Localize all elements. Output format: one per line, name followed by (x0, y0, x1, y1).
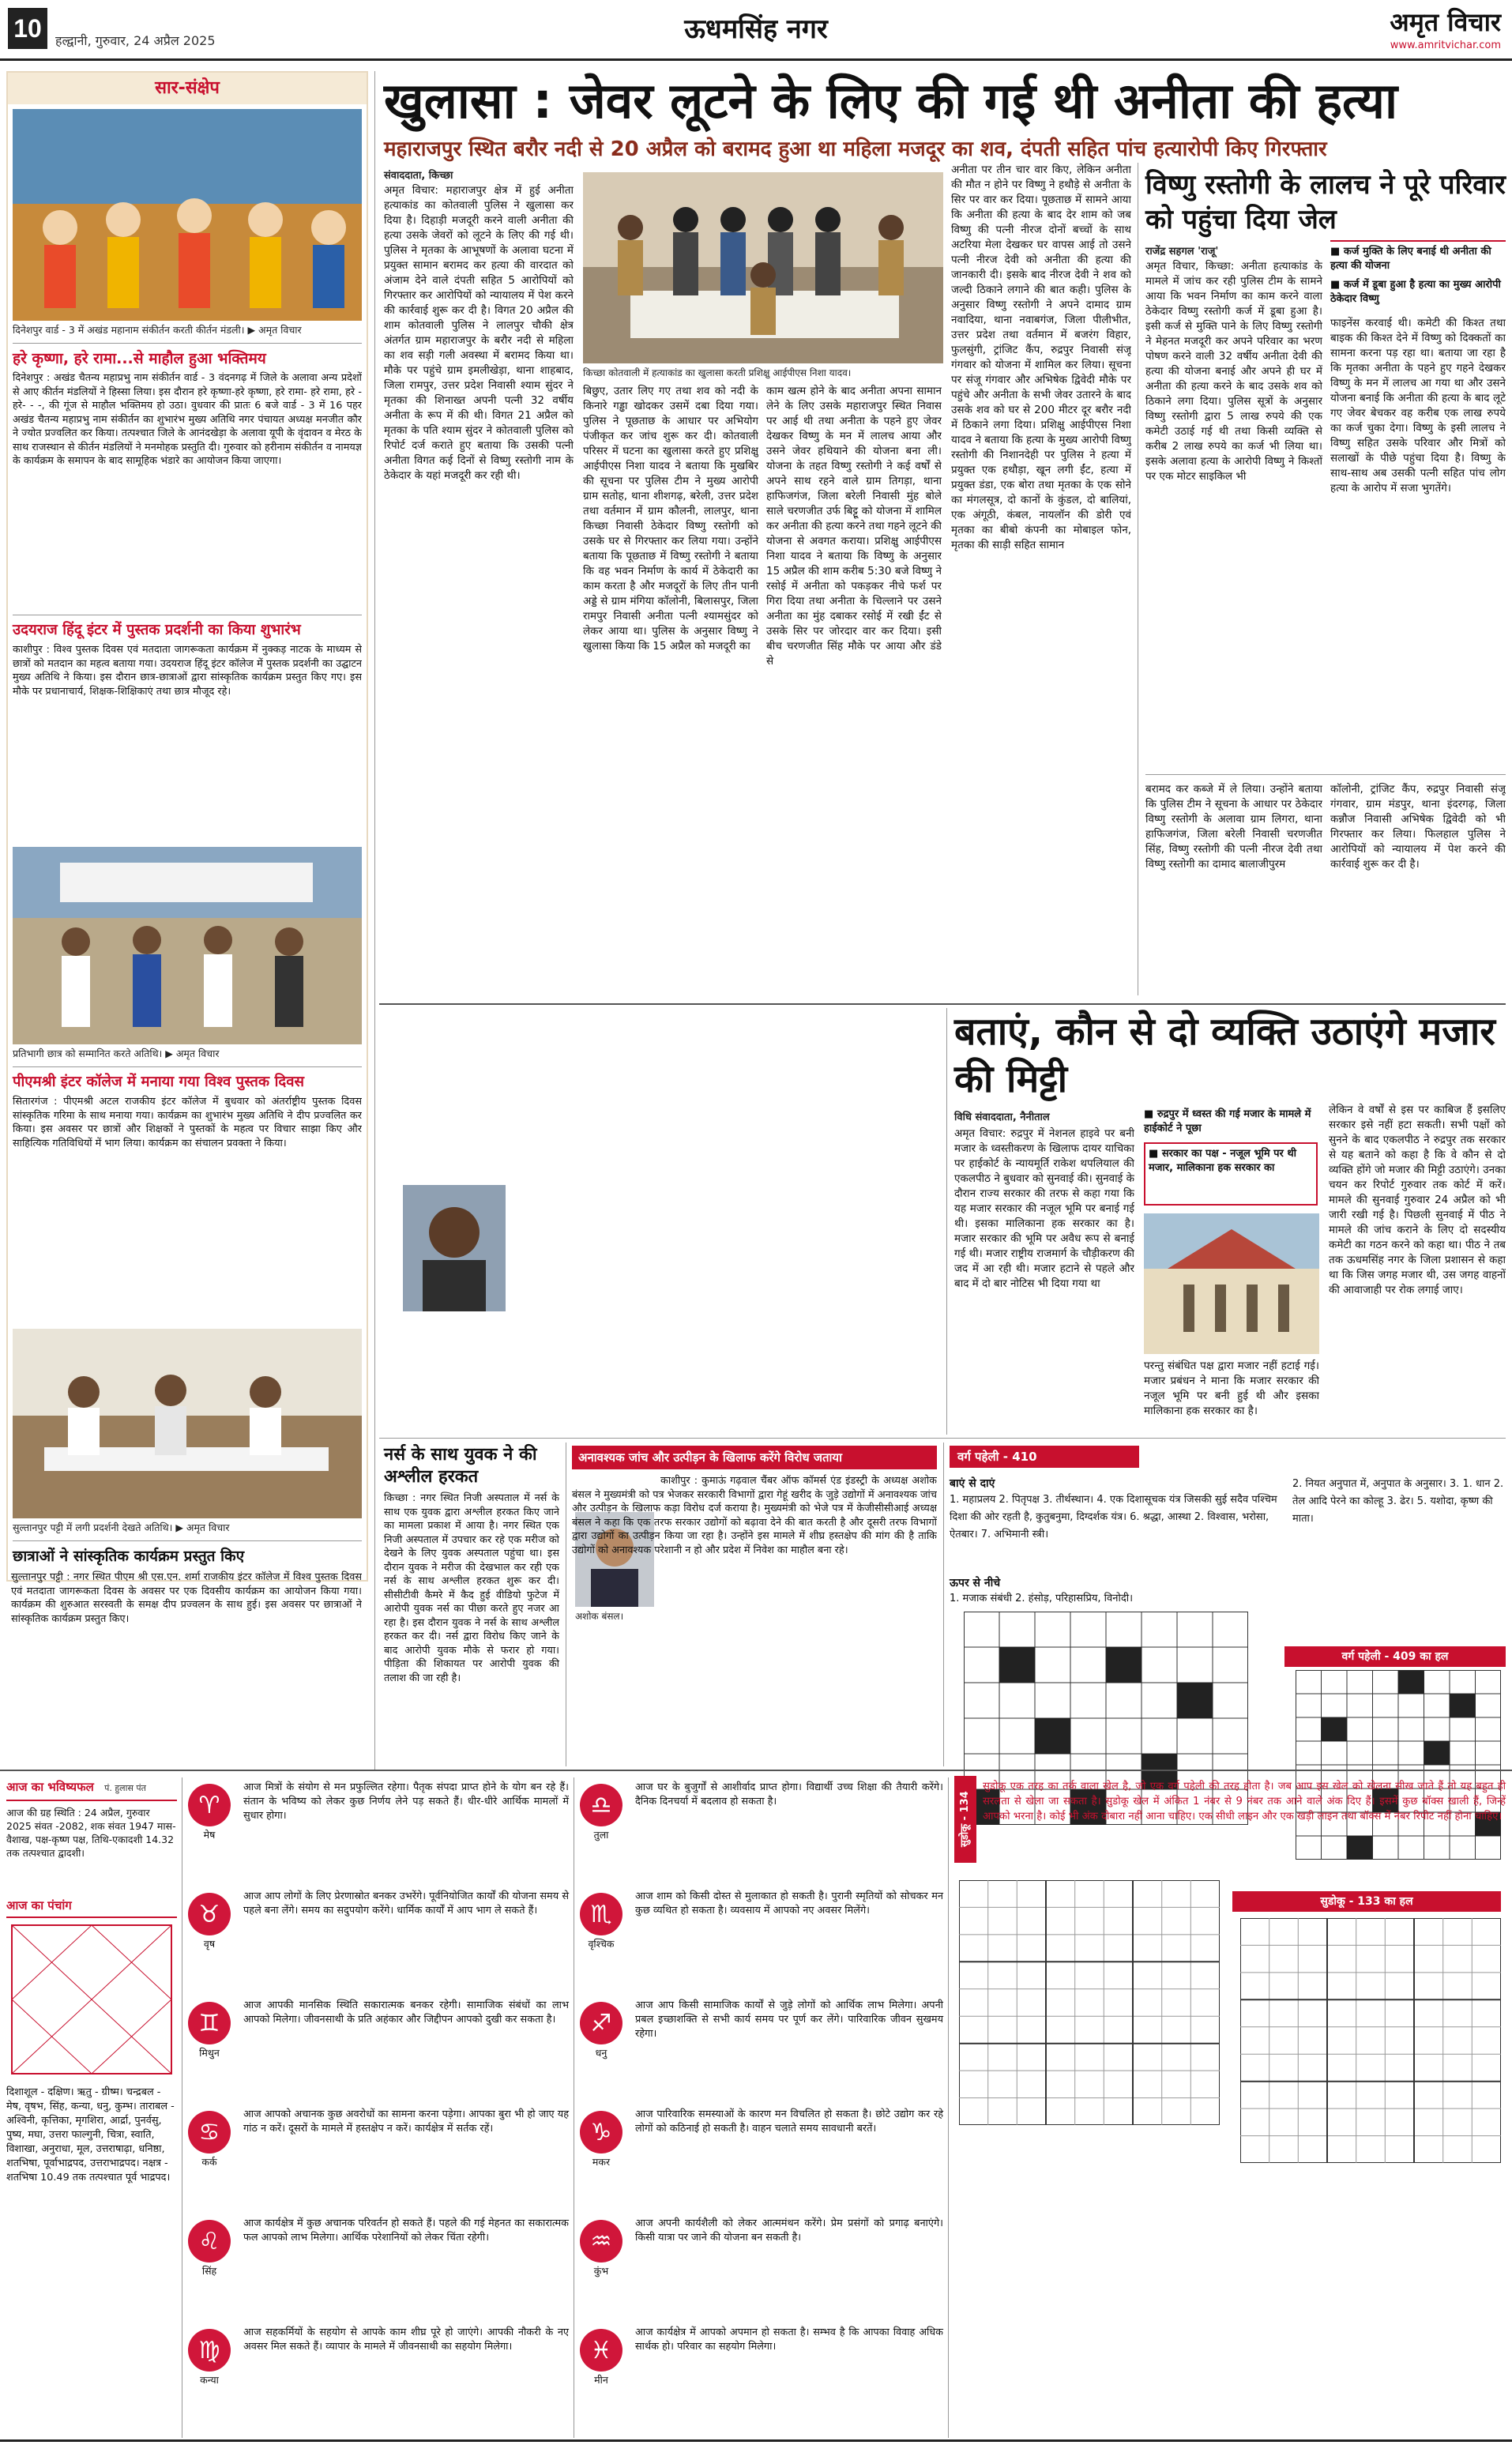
exhibition-illustration (13, 1329, 362, 1518)
students-photo (13, 847, 362, 1044)
horoscope-intro: आज की ग्रह स्थिति : 24 अप्रैल, गुरुवार 2025 संवत -2082, शक संवत 1947 मास- वैशाख, पक्ष-कृष्ण पक्ष, तिथि-एकादशी 14.32 तक तत्पश्चात द्वादशी। (6, 1807, 176, 1859)
sidebar (6, 71, 368, 1582)
kirtan-photo-caption: दिनेशपुर वार्ड - 3 में अखंड महानाम संकीर्तन करती कीर्तन मंडली। ▶ अमृत विचार (13, 324, 302, 336)
sudoku-grid-lines (959, 1880, 1220, 2125)
crossword-down-clues: 1. मजाक संबंधी 2. हंसोड़, परिहासप्रिय, विनोदी। (950, 1593, 1134, 1604)
rashi-row (188, 1890, 569, 1959)
lead-col1: अमृत विचार: महाराजपुर क्षेत्र में हुई अनीता हत्याकांड का कोतवाली पुलिस ने खुलासा कर दिया है। दिहाड़ी मजदूरी करने वाली अनीता की हत्या उसके जेवरों को लूटने के लिए की गई थी। पुलिस ने मृतका के आभूषणों के अलावा घटना में प्रयुक्त सामान बरामद कर हत्या की वारदात को अंजाम देने वाले दंपती सहित 5 आरोपियों को गिरफ्तार कर आरोपियों को न्यायालय में पेश करने की कार्रवाई शुरू कर दी है। विगत 20 अप्रैल की शाम कोतवाली पुलिस ने लालपुर चौकी क्षेत्र अंतर्गत ग्राम महाराजपुर के बरौर नदी से महिला का शव सड़ी गली अवस्था में बरामद किया था। मौके पर पहुंचे ग्राम इमलीखेड़ा, थाना शाहबाद, जिला रामपुर, उत्तर प्रदेश निवासी श्याम सुंदर ने मृतका की शिनाख्त अपनी पत्नी 32 वर्षीय अनीता के रूप में की थी। विगत 21 अप्रैल को मृतका के पति श्याम सुंदर ने कोतवाली पुलिस को रिपोर्ट दर्ज कराते हुए बताया कि उसकी पत्नी अनीता विगत कई दिनों से विष्णु रस्तोगी नाम के ठेकेदार के यहां मजदूरी कर रही थी। (384, 184, 574, 482)
baburam-col1 (384, 1127, 570, 1430)
crossword-left-head: बाएं से दाएं (950, 1477, 995, 1490)
section-title: ऊधमसिंह नगर (684, 13, 828, 45)
story1-headline: हरे कृष्णा, हरे रामा...से माहौल हुआ भक्तिमय (13, 350, 266, 367)
rashi-name: धनु (595, 2047, 607, 2059)
crossword-answer-lines (1296, 1670, 1501, 1860)
crossword-right-clues: 2. नियत अनुपात में, अनुपात के अनुसार। 3. 1. धान 2. तेल आदि पेरने का कोल्हू 3. ढेर। 5. यशोदा, कृष्ण की माता। (1292, 1478, 1504, 1525)
rashi-name: कुंभ (593, 2265, 609, 2277)
rashi-row (188, 1781, 569, 1850)
rashi-row (188, 1999, 569, 2068)
rashi-row (188, 2217, 569, 2286)
nurse-body: किच्छा : नगर स्थित निजी अस्पताल में नर्स के साथ एक युवक द्वारा अश्लील हरकत किए जाने का मामला प्रकाश में आया है। नगर स्थित एक निजी अस्पताल में उपचार कर रहे एक मरीज को देखने के लिए युवक अस्पताल पहुंचा था। इस दौरान युवक ने मरीज की देखभाल कर रही एक नर्स के साथ अश्लील हरकत शुरू कर दी। सीसीटीवी कैमरे में कैद हुई वीडियो फुटेज में आरोपी युवक नर्स का पीछा करते हुए नजर आ रहा है। इस दौरान युवक ने नर्स के साथ अश्लील हरकत कर दी। नर्स द्वारा विरोध किए जाने के बाद आरोपी युवक मौके से फरार हो गया। पीड़िता की शिकायत पर आरोपी युवक की तलाश की जा रही है। (384, 1492, 559, 1684)
sudoku-grid (959, 1880, 1220, 2125)
sidebar-heading: सार-संक्षेप (8, 73, 367, 104)
sudoku-label: सुडोकू - 134 (954, 1776, 976, 1863)
crossword-down-head: ऊपर से नीचे (950, 1577, 1001, 1589)
brand-logo: अमृत विचार (1390, 7, 1501, 37)
vishnu-bullets (1330, 240, 1506, 307)
nurse-headline: नर्स के साथ युवक ने की अश्लील हरकत (384, 1445, 537, 1487)
students-photo-caption: प्रतिभागी छात्र को सम्मानित करते अतिथि। ▶ अमृत विचार (13, 1048, 220, 1059)
students-illustration (13, 847, 362, 1044)
rashi-name: मकर (592, 2156, 611, 2168)
rashi-text: आज आपकी मानसिक स्थिति सकारात्मक बनकर रहेगी। सामाजिक संबंधों का लाभ आपको मिलेगा। जीवनसाथी के प्रति अहंकार और जिद्दीपन आपको दुखी कर सकता है। (243, 1999, 569, 2026)
rashi-name: मेष (203, 1829, 216, 1841)
story2-body: काशीपुर : विश्व पुस्तक दिवस एवं मतदाता जागरूकता कार्यक्रम में नुक्कड़ नाटक के माध्यम से छात्रों को मतदान का महत्व बताया गया। उदयराज हिंदू इंटर कॉलेज में पुस्तक प्रदर्शनी का उद्घाटन मुख्य अतिथि ने किया। इस दौरान छात्र-छात्राओं द्वारा सांस्कृतिक कार्यक्रम प्रस्तुत किए गए। इस मौके पर प्रधानाचार्य, शिक्षक-शिक्षिकाएं तथा छात्र मौजूद रहे। (13, 644, 362, 698)
kundali-diagram (11, 1924, 172, 2074)
story4-headline: छात्राओं ने सांस्कृतिक कार्यक्रम प्रस्तुत किए (13, 1548, 245, 1565)
lead-photo (583, 172, 943, 363)
rashi-row (188, 2108, 569, 2177)
vishnu-byline: राजेंद्र सहगल 'राजू' (1145, 246, 1219, 258)
zodiac-icon: ♋ (188, 2111, 231, 2153)
zodiac-icon: ♏ (580, 1893, 622, 1935)
vishnu-col3: बरामद कर कब्जे में ले लिया। उन्होंने बताया कि पुलिस टीम ने सूचना के आधार पर ठेकेदार विष्णु रस्तोगी के अलावा ग्राम लिगरा, थाना हाफिजगंज, जिला बरेली निवासी चरणजीत सिंह, विष्णु रस्तोगी की पत्नी नीरज देवी तथा विष्णु रस्तोगी का दामाद बालाजीपुरम (1145, 783, 1322, 871)
rashi-text: आज घर के बुजुर्गों से आशीर्वाद प्राप्त होगा। विद्यार्थी उच्च शिक्षा की तैयारी करेंगे। दैनिक दिनचर्या में बदलाव हो सकता है। (635, 1781, 943, 1807)
lead-byline: संवाददाता, किच्छा (384, 170, 453, 182)
story1-body: दिनेशपुर : अखंड चैतन्य महाप्रभु नाम संकीर्तन वार्ड - 3 वंदनगढ़ में जिले के अलावा अन्य प्रदेशों से आए कीर्तन मंडलियों ने हिस्सा लिया। इस दौरान हरे कृष्णा-हरे कृष्णा, हरे रामा- हरे रामा, हरे - हरे- - -, की गूंज से माहौल भक्तिमय हो उठा। वुधवार की प्रातः 6 बजे वार्ड - 3 में 16 पहर अखंड चैतन्य महाप्रभु नाम संकीर्तन का शुभारंभ मुख्य अतिथि नगर पंचायत अध्यक्ष मनजीत कौर ने ज्योत प्रज्वलित कर किया। तत्पश्चात जिले के आनंदखेड़ा के अलावा यूपी के वृंदावन व मेरठ के साथ राजस्थान से कीर्तन मंडलियों ने मनमोहक प्रस्तुति दी। गुरुवार को हरीनाम संकीर्तन व नामयज्ञ के कार्यक्रम के समापन के बाद सामूहिक भंडारे का आयोजन किया जाएगा। (13, 372, 362, 467)
vishnu-col4: कॉलोनी, ट्रांजिट कैंप, रुद्रपुर निवासी संजू गंगवार, ग्राम मंडपुर, थाना इंदरगढ़, जिला कन्नौज निवासी अभिषेक द्विवेदी को भी गिरफ्तार कर लिया। फिलहाल पुलिस ने आरोपियों को न्यायालय में पेश करने की कार्रवाई शुरू कर दी है। (1330, 783, 1506, 871)
rashi-text: आज शाम को किसी दोस्त से मुलाकात हो सकती है। पुरानी स्मृतियों को सोचकर मन कुछ व्यथित हो सकता है। व्यवसाय में आपको नए अवसर मिलेंगे। (635, 1890, 943, 1917)
rashi-text: आज सहकर्मियों के सहयोग से आपके काम शीघ्र पूरे हो जाएंगे। आपकी नौकरी के नए अवसर मिल सकते हैं। व्यापार के मामले में जीवनसाथी का सहयोग मिलेगा। (243, 2327, 569, 2353)
dateline: हल्द्वानी, गुरुवार, 24 अप्रैल 2025 (55, 33, 216, 48)
zodiac-icon: ♊ (188, 2002, 231, 2044)
rashi-name: मीन (594, 2374, 608, 2386)
kirtan-illustration (13, 109, 362, 321)
exhibition-photo (13, 1329, 362, 1518)
mazar-bullet: ■ रुद्रपुर में ध्वस्त की गई मजार के मामले में हाईकोर्ट ने पूछा (1144, 1108, 1311, 1134)
kundali-chart (11, 1924, 172, 2074)
vishnu-headline: विष्णु रस्तोगी के लालच ने पूरे परिवार को पहुंचा दिया जेल (1145, 169, 1506, 235)
rashi-text: आज पारिवारिक समस्याओं के कारण मन विचलित हो सकता है। छोटे उद्योग कर रहे लोगों को कठिनाई हो सकती है। वाहन चलाते समय सावधानी बरतें। (635, 2108, 943, 2135)
kirtan-photo (13, 109, 362, 321)
vishnu-col1: अमृत विचार, किच्छा: अनीता हत्याकांड के मामले में जांच कर रही पुलिस टीम के सामने आया कि भवन निर्माण का काम करने वाला ठेकेदार विष्णु रस्तोगी कर्ज में डूबा हुआ है। इसी कर्ज से मुक्ति पाने के लिए विष्णु रस्तोगी ने मेहनत मजदूरी कर अपने परिवार का भरण पोषण करने वाली 32 वर्षीय अनीता देवी की हत्या की योजना बनाई और अपने ही घर में अनीता की हत्या करने के बाद उसके शव को ठिकाने लगा दिया। पुलिस सूत्रों के अनुसार विष्णु रस्तोगी द्वारा 5 लाख रुपये की एक कमेटी उठाई गई थी तथा किसी व्यक्ति से करीब 2 लाख रुपये का कर्ज भी लिया था। इसके अलावा हत्या के आरोपी विष्णु ने किश्तों पर एक मोटर साइकिल भी (1145, 260, 1322, 483)
rashi-name: मिथुन (199, 2047, 220, 2059)
crossword-left-clues: 1. महाप्रलय 2. पितृपक्ष 3. तीर्थस्थान। 4. एक दिशासूचक यंत्र जिसकी सुई सदैव पश्चिम दिशा की ओर रहती है, कुतुबनुमा, दिग्दर्शक यंत्र। 6. श्रद्धा, आस्था 2. विश्वास, भरोसा, ऐतबार। 7. अभिमानी स्त्री। (950, 1494, 1277, 1540)
zodiac-icon: ♒ (580, 2220, 622, 2263)
mazar-byline: विधि संवाददाता, नैनीताल (954, 1112, 1050, 1123)
court-photo (1144, 1213, 1319, 1354)
rashi-text: आज आपको अचानक कुछ अवरोधों का सामना करना पड़ेगा। आपका बुरा भी हो जाए यह गांठ न करें। दूसरों के मामले में हस्तक्षेप न करें। कार्यक्षेत्र में सर्तक रहें। (243, 2108, 569, 2135)
sudoku-answer-lines (1240, 1918, 1501, 2163)
crossword-title: वर्ग पहेली - 410 (950, 1446, 1139, 1468)
exhibition-photo-caption: सुल्तानपुर पट्टी में लगी प्रदर्शनी देखते अतिथि। ▶ अमृत विचार (13, 1522, 230, 1533)
rashi-row (580, 2217, 943, 2286)
rashi-row (580, 1781, 943, 1850)
rashi-text: आज आप लोगों के लिए प्रेरणास्रोत बनकर उभरेंगे। पूर्वनियोजित कार्यों की योजना समय से पहले बना लेंगे। समय का सदुपयोग करेंगे। धार्मिक कार्यों में आप भाग ले सकते हैं। (243, 1890, 569, 1917)
page-number: 10 (8, 8, 47, 49)
karobar-body: काशीपुर : कुमाऊं गढ़वाल चैंबर ऑफ कॉमर्स एंड इंडस्ट्री के अध्यक्ष अशोक बंसल ने मुख्यमंत्री को पत्र भेजकर सरकारी विभागों द्वारा गेहूं खरीद के जुड़े उद्योगों में अनावश्यक जांच और उत्पीड़न के खिलाफ कड़ा विरोध दर्ज कराया है। मुख्यमंत्री को भेजे पत्र में केजीसीसीआई अध्यक्ष बंसल ने कहा कि एक तरफ सरकार उद्योगों को बढ़ावा देने की बात करती है और दूसरी तरफ विभागों द्वारा उद्योगों का उत्पीड़न किया जा रहा है। उन्होंने इस मामले में शीघ्र हस्तक्षेप की मांग की है ताकि उद्योगों को अनावश्यक परेशानी न हो और प्रदेश में निवेश का माहौल बना रहे। (572, 1475, 937, 1556)
zodiac-icon: ♎ (580, 1784, 622, 1826)
lead-col3: काम खत्म होने के बाद अनीता अपना सामान लेने के लिए उसके महाराजपुर स्थित निवास पर आई थी तथा अनीता के पहने हुए जेवर देखकर विष्णु के मन में लालच आया और उसने जेवर हथियाने की योजना बना ली। योजना के तहत विष्णु रस्तोगी ने कई वर्षों से अपने साथ रहने वाले ग्राम तिगड़ा, थाना हाफिजगंज, जिला बरेली निवासी मुंह बोले साले चरणजीत उर्फ बिट्टू को योजना में शामिल कर अनीता की हत्या करने तथा गहने लूटने की योजना से अवगत कराया। प्रशिक्षु आईपीएस निशा यादव ने बताया कि विष्णु के अनुसार 15 अप्रैल की शाम करीब 5:30 बजे विष्णु ने रसोई में अनीता को पकड़कर नीचे फर्श पर गिरा दिया तथा अनीता के चिल्लाने पर उसने अनीता का मुंह दबाकर रसोई में रखी ईंट से उसके सिर पर जोरदार वार कर दिया। इसी बीच चरणजीत सिंह मौके पर आया और डंडे से (766, 385, 942, 668)
rashi-text: आज मित्रों के संयोग से मन प्रफुल्लित रहेगा। पैतृक संपदा प्राप्त होने के योग बन रहे हैं। संतान के भविष्य को लेकर कुछ निर्णय लेने पड़ सकते हैं। धीर-धीरे आर्थिक मामलों में सुधार होगा। (243, 1781, 569, 1822)
story3-body: सितारगंज : पीएमश्री अटल राजकीय इंटर कॉलेज में बुधवार को अंतर्राष्ट्रीय पुस्तक दिवस सांस्कृतिक गरिमा के साथ मनाया गया। कार्यक्रम का शुभारंभ मुख्य अतिथि ने दीप प्रज्वलित कर किया। इस अवसर पर छात्रों और शिक्षकों ने पुस्तकों के महत्व पर विचार साझा किए और साहित्यिक गतिविधियों में भाग लिया। कार्यक्रम का संचालन प्रवक्ता ने किया। (13, 1096, 362, 1149)
police-press-illustration (583, 172, 943, 363)
rashi-text: आज अपनी कार्यशैली को लेकर आत्ममंथन करेंगे। प्रेम प्रसंगों को प्रगाढ़ बनाएंगे। किसी यात्रा पर जाने की योजना बन सकती है। (635, 2217, 943, 2244)
rashi-name: तुला (593, 1829, 609, 1841)
karobar-headline: अनावश्यक जांच और उत्पीड़न के खिलाफ करेंगे विरोध जताया (572, 1446, 937, 1469)
crossword-answer-grid (1296, 1670, 1501, 1860)
mazar-col3: लेकिन वे वर्षों से इस पर काबिज हैं इसलिए सरकार इसे नहीं हटा सकती। सभी पक्षों को सुनने के बाद एकलपीठ ने रुद्रपुर तक सरकार से यह बताने को कहा है कि वे कौन से दो व्यक्ति होंगे जो मजार की मिट्टी उठाएंगे। उनका चयन कर रिपोर्ट गुरुवार तक कोर्ट में करें। मामले की सुनवाई गुरुवार 24 अप्रैल को भी जारी रखी गई है। पिछली सुनवाई में पीठ ने मामले की जांच कराने के लिए दो सदस्यीय कमेटी का गठन करने को कहा था। पीठ ने तब तक ऊधमसिंह नगर के जिला प्रशासन से कहा था कि जिस जगह मजार थी, उस जगह वाहनों की आवाजाही पर रोक लगाई जाए। (1329, 1104, 1506, 1296)
vishnu-bullet2: ■ कर्ज में डूबा हुआ है हत्या का मुख्य आरोपी ठेकेदार विष्णु (1330, 279, 1501, 305)
vishnu-col2: फाइनेंस करवाई थी। कमेटी की किश्त तथा बाइक की किश्त देने में विष्णु को दिक्कतों का सामना करना पड़ रहा था। बताया जा रहा है कि मृतका अनीता के पहने हुए गहने देखकर विष्णु के मन में लालच आ गया था और उसने योजना बनाई कि अनीता की हत्या के बाद लूटे गए जेवर बेचकर वह करीब एक लाख रुपये का कर्ज चुका देगा। विष्णु के इसी लालच ने विष्णु सहित उसके परिवार और मित्रों को सलाखों के पीछे पहुंचा दिया है। विष्णु के साथ-साथ अब उसकी पत्नी सहित पांच लोग हत्या के आरोप में सजा भुगतेंगे। (1330, 317, 1506, 495)
rashi-text: आज कार्यक्षेत्र में आपको अपमान हो सकता है। सम्भव है कि आपका विवाह अधिक सार्थक हो। परिवार का सहयोग मिलेगा। (635, 2327, 943, 2353)
vishnu-bullet1: ■ कर्ज मुक्ति के लिए बनाई थी अनीता की हत्या की योजना (1330, 246, 1491, 272)
lead-col4: अनीता पर तीन चार वार किए, लेकिन अनीता की मौत न होने पर विष्णु ने हथौड़े से अनीता के सिर पर वार कर दिया। पूछताछ में सामने आया कि अनीता की हत्या के बाद देर शाम को जब विष्णु की पत्नी नीरज दोनों बच्चों के साथ अटरिया मेला देखकर घर वापस आई तो उसने पत्नी नीरज देवी को अनीता की हत्या की जानकारी दी। इसके बाद नीरज देवी ने शव को जल्दी ठिकाने लगाने की बात कही। पुलिस के अनुसार विष्णु रस्तोगी ने अपने दामाद ग्राम नवादिया, थाना नवाबगंज, जिला पीलीभीत, उत्तर प्रदेश तथा वर्तमान में बजरंग विहार, फुलसुंगी, ट्रांजिट कैंप, रुद्रपुर निवासी संजू गंगवार को योजना में शामिल कर लिया। सूचना पर संजू गंगवार और अभिषेक द्विवेदी मौके पर पहुंचे और अनीता के सभी जेवर उतारने के बाद उसके शव को घर से 200 मीटर दूर बरौर नदी में ठिकाने लगा दिया। प्रशिक्षु आईपीएस निशा यादव ने बताया कि हत्या के मुख्य आरोपी विष्णु रस्तोगी की निशानदेही पर पुलिस ने हत्या में प्रयुक्त एक हथौड़ा, खून लगी ईंट, हत्या में प्रयुक्त डंडा, एक बोरा तथा मृतका के एक सोने का मंगलसूत्र, दो कानों के कुंडल, दो बालियां, एक अंगूठी, कंबल, नायलॉन की डोरी एवं मृतका का बीबो कंपनी का मोबाइल फोन, मृतका की साड़ी सहित सामान (951, 164, 1131, 551)
rashi-name: सिंह (201, 2265, 217, 2277)
mazar-govt-box: ■ सरकार का पक्ष - नजूल भूमि पर थी मजार, मालिकाना हक सरकार का (1144, 1142, 1318, 1206)
rashi-row (580, 1999, 943, 2068)
lead-photo-caption: किच्छा कोतवाली में हत्याकांड का खुलासा करती प्रशिक्षु आईपीएस निशा यादव। (583, 367, 852, 378)
rashi-name: कन्या (200, 2374, 219, 2386)
horoscope-title: आज का भविष्यफल पं. हुलास पंत (6, 1779, 177, 1801)
website: www.amritvichar.com (1390, 39, 1501, 51)
panchang-text: दिशाशूल - दक्षिण। ऋतु - ग्रीष्म। चन्द्रबल - मेष, वृषभ, सिंह, कन्या, धनु, कुम्भ। ताराबल - अश्विनी, कृत्तिका, मृगशिरा, आर्द्रा, पुनर्वसु, पुष्य, मघा, उत्तरा फाल्गुनी, चित्रा, स्वाति, विशाखा, अनुराधा, मूल, उत्तराषाढ़ा, धनिष्ठा, शतभिषा, पूर्वाभाद्रपद, उत्तराभाद्रपद। नक्षत्र - शतभिषा 10.49 तक तत्पश्चात पूर्व भाद्रपद। (6, 2086, 175, 2184)
baburam-col2 (580, 1103, 755, 1430)
zodiac-icon: ♍ (188, 2329, 231, 2372)
story4-body: सुल्तानपुर पट्टी : नगर स्थित पीएम श्री एस.एन. शर्मा राजकीय इंटर कॉलेज में विश्व पुस्तक दिवस एवं मतदाता जागरूकता दिवस के अवसर पर एक दिवसीय कार्यक्रम का आयोजन किया गया। कार्यक्रम की शुरुआत सरस्वती के समक्ष दीप प्रज्वलन के साथ हुई। इस अवसर पर छात्राओं ने सांस्कृतिक कार्यक्रम प्रस्तुत किए। (11, 1571, 362, 1625)
rashi-row (580, 2326, 943, 2395)
rashi-name: वृष (203, 1938, 216, 1950)
sudoku-answer-grid (1240, 1918, 1501, 2163)
lead-col2: बिछुए, उतार लिए गए तथा शव को नदी के किनारे गड्ढा खोदकर उसमें दबा दिया गया। पुलिस ने पूछताछ के आधार पर अभियोग पंजीकृत कर जांच शुरू कर दी। कोतवाली परिसर में घटना का खुलासा करते हुए प्रशिक्षु आईपीएस निशा यादव ने बताया कि मुखबिर की सूचना पर पुलिस टीम ने मुख्य आरोपी ग्राम सतोह, थाना शीशगढ़, बरेली, उत्तर प्रदेश तथा वर्तमान में ग्राम कौलनी, लालपुर, थाना किच्छा निवासी ठेकेदार विष्णु रस्तोगी को उसके घर से गिरफ्तार कर लिया गया। उन्होंने बताया कि पूछताछ में विष्णु रस्तोगी ने बताया कि वह भवन निर्माण के कार्य में ठेकेदारी का काम करता है और मजदूरों के लिए तीन पानी अड्डे से ग्राम मंगिया कॉलोनी, बिलासपुर, जिला रामपुर निवासी अनीता पत्नी श्यामसुंदर को लेकर आया था। पुलिस के अनुसार विष्णु ने खुलासा किया कि 15 अप्रैल को मजदूरी का (583, 385, 758, 653)
court-building-illustration (1144, 1213, 1319, 1354)
panchang-title: आज का पंचांग (6, 1898, 177, 1918)
zodiac-icon: ♌ (188, 2220, 231, 2263)
rashi-text: आज कार्यक्षेत्र में कुछ अचानक परिवर्तन हो सकते हैं। पहले की गई मेहनत का सकारात्मक फल आपको लाभ मिलेगा। आर्थिक परेशानियों को लेकर चिंता रहेगी। (243, 2217, 569, 2244)
zodiac-icon: ♈ (188, 1784, 231, 1826)
rashi-text: आज आप किसी सामाजिक कार्यों से जुड़े लोगों को आर्थिक लाभ मिलेगा। अपनी प्रबल इच्छाशक्ति से सभी कार्य समय पर पूर्ण कर लेंगे। पारिवारिक जीवन सुखमय रहेगा। (635, 1999, 943, 2040)
crossword-answer-title: वर्ग पहेली - 409 का हल (1284, 1646, 1506, 1667)
ashok-bansal-caption: अशोक बंसल। (575, 1611, 624, 1622)
zodiac-icon: ♓ (580, 2329, 622, 2372)
rashi-name: कर्क (201, 2156, 217, 2168)
mazar-headline: बताएं, कौन से दो व्यक्ति उठाएंगे मजार की मिट्टी (954, 1010, 1495, 1101)
sudoku-instructions: सुडोकू एक तरह का तर्क वाला खेल है, जो एक वर्ग पहेली की तरह होता है। जब आप इस खेल को खेलना सीख जाते हैं तो यह बहुत ही सरलता से खेला जा सकता है। सुडोकू खेल में अंकित 1 नंबर से 9 नंबर तक आने वाले अंक दिए हैं। इसमें कुछ बॉक्स खाली हैं, जिन्हें आपको भरना है। कोई भी अंक दोबारा नहीं आना चाहिए। एक सीधी लाइन और एक खड़ी लाइन तथा बॉक्स में नंबर रिपीट नहीं होना चाहिए। (983, 1781, 1506, 1822)
baburam-col3 (765, 1103, 940, 1430)
rashi-row (580, 2108, 943, 2177)
zodiac-icon: ♑ (580, 2111, 622, 2153)
zodiac-icon: ♐ (580, 2002, 622, 2044)
mazar-col2: परन्तु संबंधित पक्ष द्वारा मजार नहीं हटाई गई। मजार प्रबंधन ने माना कि मजार सरकार की नजूल भूमि पर बनी हुई थी और इसका मालिकाना हक सरकार का है। (1144, 1360, 1319, 1417)
story2-headline: उदयराज हिंदू इंटर में पुस्तक प्रदर्शनी का किया शुभारंभ (13, 622, 301, 638)
rashi-name: वृश्चिक (588, 1938, 615, 1950)
rashi-row (188, 2326, 569, 2395)
masthead (0, 0, 1512, 58)
mazar-col1: अमृत विचार: रुद्रपुर में नेशनल हाइवे पर बनी मजार के ध्वस्तीकरण के खिलाफ दायर याचिका पर हाईकोर्ट के न्यायमूर्ति राकेश थपलियाल की एकलपीठ ने बुधवार को सुनवाई की। सुनवाई के दौरान राज्य सरकार की तरफ से कहा गया कि यह मजार सरकार की नजूल भूमि पर बनाई गई थी। इसका मालिकाना हक सरकार का है। मजार सरकार की भूमि पर अवैध रूप से बनाई गई थी। मजार राष्ट्रीय राजमार्ग के चौड़ीकरण की जद में आ रही थी। मजार हटाने से पहले और बाद में दो बार नोटिस भी दिया गया था (954, 1127, 1134, 1290)
zodiac-icon: ♉ (188, 1893, 231, 1935)
story3-headline: पीएमश्री इंटर कॉलेज में मनाया गया विश्व पुस्तक दिवस (13, 1074, 304, 1090)
lead-headline: खुलासा : जेवर लूटने के लिए की गई थी अनीता की हत्या (384, 72, 1398, 130)
rashi-row (580, 1890, 943, 1959)
sudoku-answer-title: सुडोकू - 133 का हल (1232, 1891, 1501, 1912)
lead-subhead: महाराजपुर स्थित बरौर नदी से 20 अप्रैल को बरामद हुआ था महिला मजदूर का शव, दंपती सहित पांच हत्यारोपी किए गिरफ्तार (384, 137, 1327, 161)
